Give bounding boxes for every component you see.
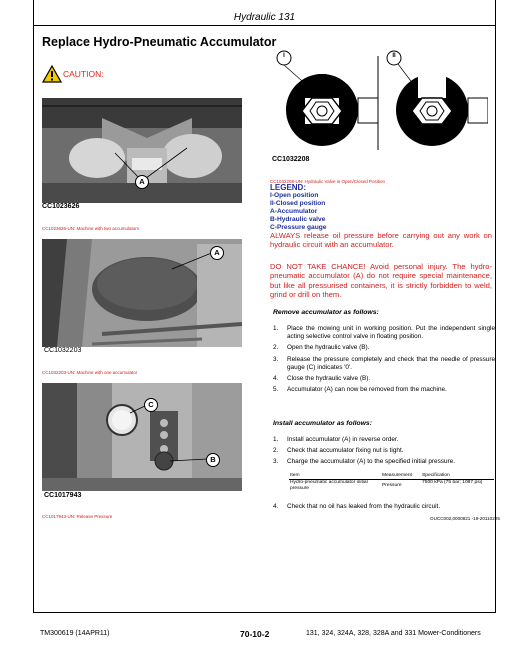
warning-do-not-take-chance: DO NOT TAKE CHANCE! Avoid personal injury. The hydro-pneumatic accumulator (A) do not require special maintenance, but like all pressurised containers, it is strictly forbidden to weld, grind or drill on them.	[270, 262, 492, 300]
callout-b: B	[206, 453, 220, 467]
figure-id: CC1017943	[44, 492, 82, 499]
install-steps	[273, 436, 495, 470]
section-title: Replace Hydro-Pneumatic Accumulator	[42, 35, 277, 49]
install-heading: Install accumulator as follows:	[273, 420, 372, 427]
step: 4. Check that no oil has leaked from the hydraulic circuit.	[273, 503, 441, 510]
legend	[270, 183, 326, 232]
step: 1. Place the mowing unit in working position. Put the independent single acting selective control valve in floating position.	[273, 325, 495, 341]
warning-triangle-icon	[42, 65, 62, 83]
step: 3. Release the pressure completely and check that the needle of pressure gauge (C) indicates '0'.	[273, 355, 495, 371]
figure-id: CC1023626	[42, 203, 80, 210]
remove-steps	[273, 325, 495, 397]
legend-item: C-Pressure gauge	[270, 224, 327, 231]
legend-item: II-Closed position	[270, 200, 326, 207]
header-bar	[33, 12, 496, 26]
step: 5. Accumulator (A) can now be removed from the machine.	[273, 386, 447, 394]
install-final-step	[273, 503, 495, 514]
header-title: Hydraulic 131	[233, 12, 296, 23]
valve-diagram	[270, 48, 488, 151]
callout-a: A	[135, 175, 149, 189]
step: 3. Charge the accumulator (A) to the specified initial pressure.	[273, 458, 456, 466]
spec-header-row: Item Measurement Specification	[289, 473, 494, 480]
spec-row: Hydro-pneumatic accumulator initial pressure Pressure 7500 kPa (75 bar; 1087 psi)	[290, 480, 483, 491]
photo-two-accumulators	[42, 98, 242, 203]
footer-page-number: 70-10-2	[240, 629, 270, 639]
caution-label: CAUTION:	[63, 69, 104, 79]
document-id: OUCC002,0000821 -19-20110225	[430, 516, 500, 521]
step: 1. Install accumulator (A) in reverse order.	[273, 436, 399, 443]
callout-open: I	[283, 53, 285, 59]
legend-item: I-Open position	[270, 192, 319, 199]
callout-c: C	[144, 398, 158, 412]
spec-table	[289, 473, 494, 492]
photo-release-pressure	[42, 383, 242, 491]
figure-id: CC1032203	[44, 347, 82, 354]
footer-models: 131, 324, 324A, 328, 328A and 331 Mower-Conditioners	[306, 630, 481, 637]
step: 2. Check that accumulator fixing nut is tight.	[273, 447, 404, 455]
footer-manual-id: TM300619 (14APR11)	[40, 630, 110, 637]
warning-release-pressure: ALWAYS release oil pressure before carrying out any work on hydraulic circuit with an accumulator.	[270, 231, 492, 250]
step: 4. Close the hydraulic valve (B).	[273, 375, 371, 383]
callout-closed: II	[392, 53, 396, 59]
figure-caption: CC1032203-UN: Machine with one accumulator	[42, 370, 138, 375]
callout-a: A	[210, 246, 224, 260]
legend-item: A-Accumulator	[270, 208, 318, 215]
step: 2. Open the hydraulic valve (B).	[273, 344, 370, 352]
figure-id: CC1032208	[272, 156, 310, 163]
legend-item: B-Hydraulic valve	[270, 216, 326, 223]
figure-caption: CC1017943-UN: Release Pressure	[42, 514, 113, 519]
figure-caption: CC1032208-UN: Hydraulic Valve in Open/Closed Position	[270, 179, 385, 184]
figure-caption: CC1023626-UN: Machine with two accumulators	[42, 226, 140, 231]
remove-heading: Remove accumulator as follows:	[273, 309, 379, 316]
photo-one-accumulator	[42, 239, 242, 347]
legend-title: LEGEND:	[270, 183, 306, 192]
